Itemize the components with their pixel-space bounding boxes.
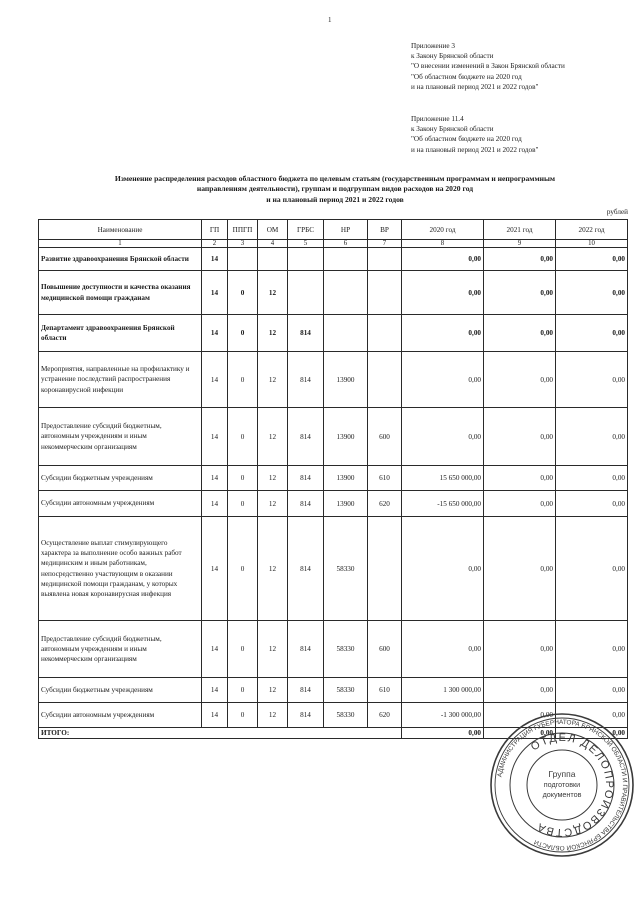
cell-2022: 0,00 <box>556 678 628 703</box>
cell-gp: 14 <box>202 315 228 352</box>
cell-2022: 0,00 <box>556 703 628 728</box>
row-name: Осуществление выплат стимулирующего характера за выполнение особо важных работ медицинским и иным работникам, непосредственно участвующим в оказании медицинской помощи гражданам, у которых выявлена новая коронавирусная инфекция <box>39 517 202 621</box>
cell-2020: -15 650 000,00 <box>402 491 484 517</box>
cell-2020: 0,00 <box>402 352 484 408</box>
cell-gp: 14 <box>202 517 228 621</box>
cell-2020: 0,00 <box>402 315 484 352</box>
cell-2021: 0,00 <box>484 315 556 352</box>
appendix-header-line: "Об областном бюджете на 2020 год <box>411 72 522 81</box>
header-2022: 2022 год <box>556 220 628 240</box>
cell-2021: 0,00 <box>484 466 556 491</box>
cell-2021: 0,00 <box>484 678 556 703</box>
total-2021: 0,00 <box>484 728 556 739</box>
stamp-center-line: Группа <box>548 769 576 779</box>
cell-2022: 0,00 <box>556 315 628 352</box>
appendix-header-line: к Закону Брянской области <box>411 125 494 134</box>
appendix-header-line: Приложение 3 <box>411 42 455 50</box>
column-number-row <box>39 240 628 248</box>
cell-gp: 14 <box>202 466 228 491</box>
cell-2021: 0,00 <box>484 621 556 678</box>
cell-vr: 620 <box>368 491 402 517</box>
cell-2022: 0,00 <box>556 466 628 491</box>
cell-2020: 0,00 <box>402 271 484 315</box>
cell-2021: 0,00 <box>484 248 556 271</box>
cell-om: 12 <box>258 352 288 408</box>
cell-2021: 0,00 <box>484 491 556 517</box>
cell-nr: 58330 <box>324 703 368 728</box>
cell-grbs: 814 <box>288 466 324 491</box>
column-number: 10 <box>556 240 628 248</box>
title-line: и на плановый период 2021 и 2022 годов <box>266 194 404 204</box>
cell-gp: 14 <box>202 703 228 728</box>
column-number: 4 <box>258 240 288 248</box>
cell-ppgp: 0 <box>228 466 258 491</box>
cell-nr: 13900 <box>324 491 368 517</box>
appendix-header <box>411 41 565 92</box>
header-2021: 2021 год <box>484 220 556 240</box>
cell-ppgp <box>228 248 258 271</box>
cell-vr <box>368 248 402 271</box>
cell-vr: 600 <box>368 621 402 678</box>
row-name: Предоставление субсидий бюджетным, автономным учреждениям и иным некоммерческим организациям <box>39 621 202 678</box>
cell-nr <box>324 271 368 315</box>
cell-gp: 14 <box>202 678 228 703</box>
table-row <box>39 352 628 408</box>
stamp-center-line: документов <box>542 790 582 799</box>
cell-om: 12 <box>258 408 288 466</box>
column-number: 5 <box>288 240 324 248</box>
appendix-header-secondary <box>411 114 538 155</box>
table-row <box>39 408 628 466</box>
cell-grbs: 814 <box>288 491 324 517</box>
row-name: Предоставление субсидий бюджетным, автономным учреждениям и иным некоммерческим организациям <box>39 408 202 466</box>
cell-2021: 0,00 <box>484 517 556 621</box>
total-2022: 0,00 <box>556 728 628 739</box>
cell-ppgp: 0 <box>228 491 258 517</box>
cell-vr <box>368 271 402 315</box>
table-row <box>39 271 628 315</box>
cell-om <box>258 248 288 271</box>
cell-2022: 0,00 <box>556 271 628 315</box>
cell-2020: 15 650 000,00 <box>402 466 484 491</box>
total-label: ИТОГО: <box>39 728 402 739</box>
cell-2022: 0,00 <box>556 248 628 271</box>
stamp-inner-text: ОТДЕЛ ДЕЛОПРОИЗВОДСТВА <box>528 731 616 839</box>
column-number: 6 <box>324 240 368 248</box>
cell-gp: 14 <box>202 352 228 408</box>
cell-nr: 58330 <box>324 678 368 703</box>
cell-nr: 13900 <box>324 408 368 466</box>
cell-grbs: 814 <box>288 621 324 678</box>
header-ppgp: ППГП <box>228 220 258 240</box>
cell-2020: 0,00 <box>402 621 484 678</box>
appendix-header-line: и на плановый период 2021 и 2022 годов" <box>411 145 539 154</box>
stamp-outer-text: АДМИНИСТРАЦИЯ ГУБЕРНАТОРА БРЯНСКОЙ ОБЛАСТИ И ПРАВИТЕЛЬСТВА БРЯНСКОЙ ОБЛАСТИ <box>496 718 629 852</box>
row-name: Субсидии автономным учреждениям <box>39 703 202 728</box>
cell-2021: 0,00 <box>484 703 556 728</box>
units-label: рублей <box>606 208 628 216</box>
column-number: 8 <box>402 240 484 248</box>
cell-2020: 1 300 000,00 <box>402 678 484 703</box>
cell-2022: 0,00 <box>556 491 628 517</box>
row-name: Повышение доступности и качества оказания медицинской помощи гражданам <box>39 271 202 315</box>
cell-om: 12 <box>258 466 288 491</box>
cell-ppgp: 0 <box>228 352 258 408</box>
total-2020: 0,00 <box>402 728 484 739</box>
cell-om: 12 <box>258 678 288 703</box>
cell-gp: 14 <box>202 271 228 315</box>
cell-ppgp: 0 <box>228 271 258 315</box>
official-stamp <box>488 711 636 859</box>
cell-2021: 0,00 <box>484 408 556 466</box>
column-number: 2 <box>202 240 228 248</box>
cell-om: 12 <box>258 703 288 728</box>
cell-ppgp: 0 <box>228 703 258 728</box>
cell-gp: 14 <box>202 408 228 466</box>
cell-nr: 58330 <box>324 517 368 621</box>
cell-grbs: 814 <box>288 315 324 352</box>
row-name: Мероприятия, направленные на профилактику и устранение последствий распространения коронавирусной инфекции <box>39 352 202 408</box>
cell-2021: 0,00 <box>484 271 556 315</box>
appendix-header-line: "Об областном бюджете на 2020 год <box>411 135 522 144</box>
cell-grbs <box>288 248 324 271</box>
cell-gp: 14 <box>202 621 228 678</box>
cell-ppgp: 0 <box>228 408 258 466</box>
row-name: Развитие здравоохранения Брянской области <box>39 248 202 271</box>
cell-ppgp: 0 <box>228 678 258 703</box>
cell-om: 12 <box>258 621 288 678</box>
cell-om: 12 <box>258 491 288 517</box>
cell-nr <box>324 248 368 271</box>
row-name: Субсидии бюджетным учреждениям <box>39 678 202 703</box>
cell-om: 12 <box>258 271 288 315</box>
header-om: ОМ <box>258 220 288 240</box>
cell-om: 12 <box>258 517 288 621</box>
cell-nr: 58330 <box>324 621 368 678</box>
column-number: 3 <box>228 240 258 248</box>
cell-vr: 600 <box>368 408 402 466</box>
cell-vr <box>368 352 402 408</box>
cell-2022: 0,00 <box>556 517 628 621</box>
header-nr: НР <box>324 220 368 240</box>
cell-grbs <box>288 271 324 315</box>
cell-2020: -1 300 000,00 <box>402 703 484 728</box>
row-name: Субсидии автономным учреждениям <box>39 491 202 517</box>
column-number: 7 <box>368 240 402 248</box>
page-number: 1 <box>328 16 332 24</box>
cell-ppgp: 0 <box>228 517 258 621</box>
document-title <box>40 174 630 205</box>
cell-vr: 620 <box>368 703 402 728</box>
stamp-center-line: подготовки <box>543 780 581 789</box>
header-2020: 2020 год <box>402 220 484 240</box>
cell-vr: 610 <box>368 678 402 703</box>
row-name: Субсидии бюджетным учреждениям <box>39 466 202 491</box>
cell-ppgp: 0 <box>228 621 258 678</box>
budget-table <box>38 219 628 739</box>
cell-nr: 13900 <box>324 352 368 408</box>
cell-ppgp: 0 <box>228 315 258 352</box>
cell-om: 12 <box>258 315 288 352</box>
cell-grbs: 814 <box>288 678 324 703</box>
cell-vr: 610 <box>368 466 402 491</box>
cell-nr <box>324 315 368 352</box>
table-row <box>39 678 628 703</box>
cell-2022: 0,00 <box>556 408 628 466</box>
cell-gp: 14 <box>202 248 228 271</box>
header-gp: ГП <box>202 220 228 240</box>
cell-2020: 0,00 <box>402 408 484 466</box>
cell-grbs: 814 <box>288 703 324 728</box>
cell-vr <box>368 517 402 621</box>
header-name: Наименование <box>39 220 202 240</box>
cell-nr: 13900 <box>324 466 368 491</box>
appendix-header-line: Приложение 11.4 <box>411 115 464 123</box>
table-row <box>39 517 628 621</box>
cell-vr <box>368 315 402 352</box>
appendix-header-line: к Закону Брянской области <box>411 52 494 61</box>
title-line: направлениям деятельности), группам и подгруппам видов расходов на 2020 год <box>196 184 474 194</box>
cell-2022: 0,00 <box>556 352 628 408</box>
cell-2021: 0,00 <box>484 352 556 408</box>
column-number: 1 <box>39 240 202 248</box>
cell-grbs: 814 <box>288 352 324 408</box>
cell-2020: 0,00 <box>402 517 484 621</box>
table-row <box>39 491 628 517</box>
table-row <box>39 621 628 678</box>
cell-2022: 0,00 <box>556 621 628 678</box>
table-row <box>39 466 628 491</box>
cell-2020: 0,00 <box>402 248 484 271</box>
appendix-header-line: и на плановый период 2021 и 2022 годов" <box>411 82 539 91</box>
header-row <box>39 220 628 240</box>
row-name: Департамент здравоохранения Брянской области <box>39 315 202 352</box>
appendix-header-line: "О внесении изменений в Закон Брянской области <box>411 62 565 71</box>
cell-gp: 14 <box>202 491 228 517</box>
cell-grbs: 814 <box>288 408 324 466</box>
header-vr: ВР <box>368 220 402 240</box>
title-line: Изменение распределения расходов областного бюджета по целевым статьям (государственным программам и непрограммным <box>114 174 556 183</box>
header-grbs: ГРБС <box>288 220 324 240</box>
column-number: 9 <box>484 240 556 248</box>
cell-grbs: 814 <box>288 517 324 621</box>
table-row <box>39 315 628 352</box>
table-row <box>39 248 628 271</box>
